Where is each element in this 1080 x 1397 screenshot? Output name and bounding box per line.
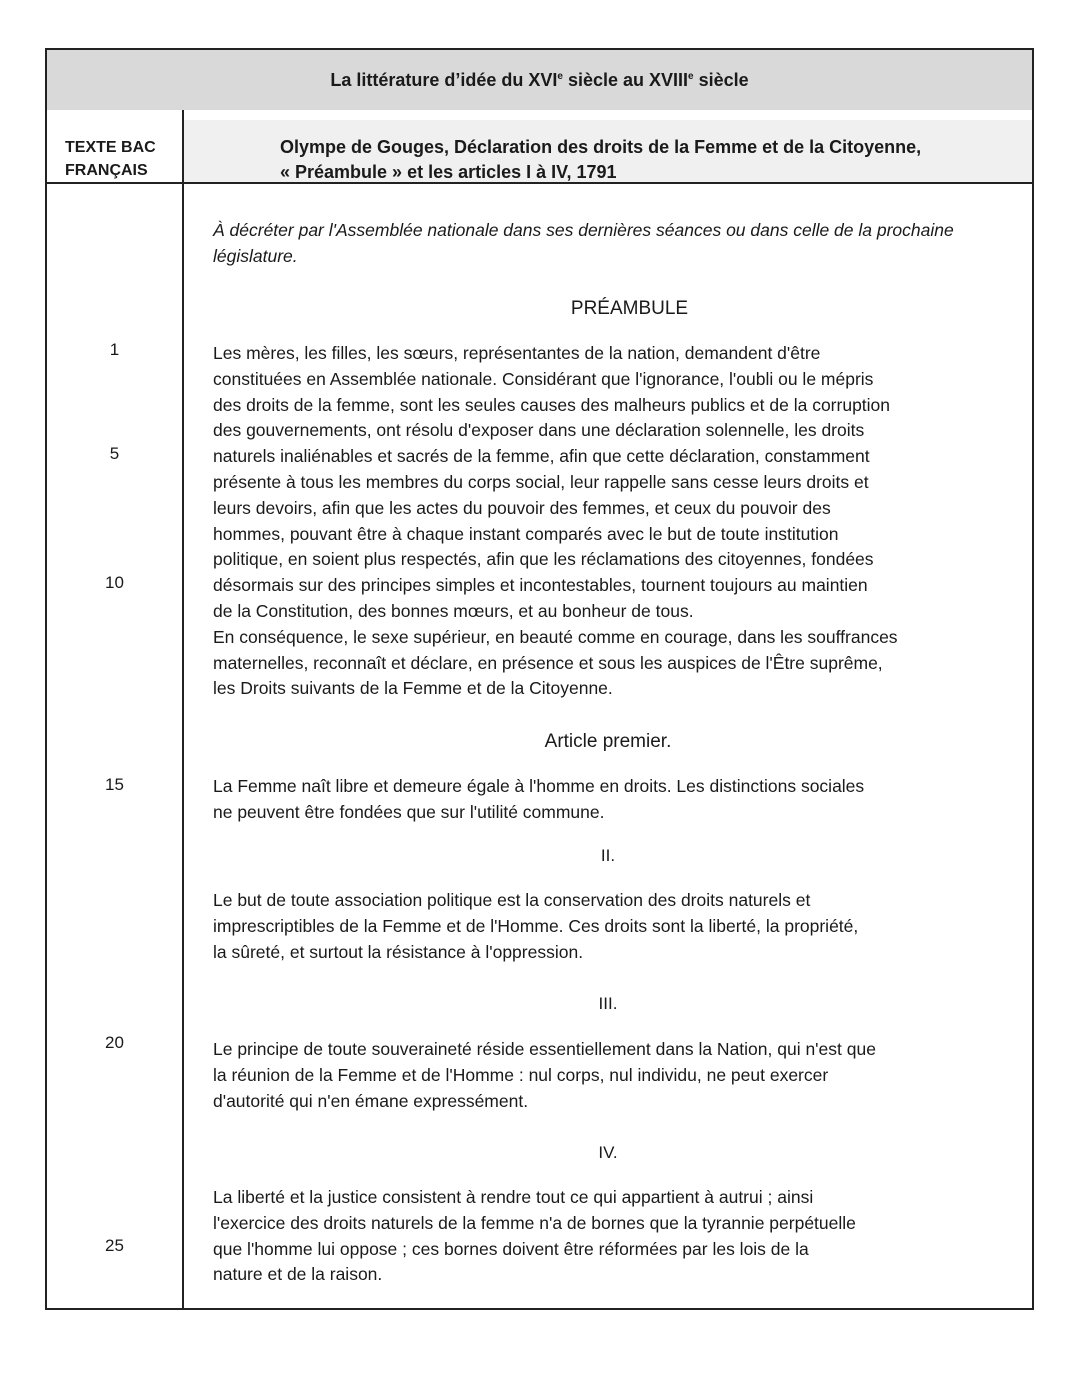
- text-line: que l'homme lui oppose ; ces bornes doivent être réformées par les lois de la: [213, 1238, 809, 1259]
- article-1-title: Article premier.: [544, 731, 672, 752]
- banner-title: La littérature d’idée du XVIe siècle au XVIIIe siècle: [330, 69, 749, 90]
- text-line: l'exercice des droits naturels de la femme n'a de bornes que la tyrannie perpétuelle: [213, 1212, 856, 1233]
- text-line: politique, en soient plus respectés, afin que les réclamations des citoyennes, fondées: [213, 549, 874, 570]
- text-line: hommes, pouvant être à chaque instant comparés avec le but de toute institution: [213, 523, 839, 544]
- line-number: 15: [105, 775, 124, 794]
- exam-tag-line2: FRANÇAIS: [65, 162, 148, 179]
- article-3-body: [213, 1037, 1023, 1114]
- text-line: désormais sur des principes simples et incontestables, tournent toujours au maintien: [213, 575, 868, 596]
- column-divider: [182, 110, 184, 1308]
- text-line: leurs devoirs, afin que les actes du pouvoir des femmes, et ceux du pouvoir des: [213, 497, 831, 518]
- article-2-title: II.: [600, 846, 616, 865]
- text-line: des droits de la femme, sont les seules causes des malheurs publics et de la corruption: [213, 394, 891, 415]
- line-number: 1: [109, 340, 120, 359]
- text-line: Le principe de toute souveraineté réside essentiellement dans la Nation, qui n'est que: [213, 1039, 876, 1059]
- text-line: ne peuvent être fondées que sur l'utilité commune.: [213, 801, 605, 822]
- text-line: les Droits suivants de la Femme et de la Citoyenne.: [213, 678, 613, 699]
- article-1-body: [213, 774, 1023, 826]
- line-number: 25: [105, 1236, 124, 1255]
- article-2-body: [213, 888, 1023, 965]
- line-number: 10: [105, 573, 124, 592]
- heading-divider: [47, 182, 1032, 184]
- article-4-body: [213, 1185, 1023, 1288]
- text-line: imprescriptibles de la Femme et de l'Homme. Ces droits sont la liberté, la propriété,: [213, 915, 859, 936]
- document-frame: [45, 48, 1034, 1310]
- line-number: 5: [109, 444, 120, 463]
- preamble-body: [213, 341, 1023, 702]
- exam-tag: [65, 136, 177, 182]
- text-line: Le but de toute association politique est la conservation des droits naturels et: [213, 890, 811, 910]
- exam-tag-line1: TEXTE BAC: [65, 139, 156, 156]
- line-number: 20: [105, 1033, 124, 1052]
- text-line: des gouvernements, ont résolu d'exposer dans une déclaration solennelle, les droits: [213, 420, 865, 441]
- section-banner: [47, 50, 1032, 110]
- text-line: constituées en Assemblée nationale. Considérant que l'ignorance, l'oubli ou le mépris: [213, 368, 874, 389]
- text-line: de la Constitution, des bonnes mœurs, et au bonheur de tous.: [213, 600, 694, 621]
- intro-note: [213, 218, 1023, 270]
- intro-line: législature.: [213, 245, 298, 266]
- article-3-title: III.: [598, 994, 618, 1013]
- heading-line1: Olympe de Gouges, Déclaration des droits de la Femme et de la Citoyenne,: [280, 137, 922, 157]
- text-line: naturels inaliénables et sacrés de la femme, afin que cette déclaration, constamment: [213, 446, 870, 467]
- text-line: Les mères, les filles, les sœurs, représentantes de la nation, demandent d'être: [213, 343, 821, 363]
- text-line: présente à tous les membres du corps social, leur rappelle sans cesse leurs droits et: [213, 471, 869, 492]
- text-line: la réunion de la Femme et de l'Homme : nul corps, nul individu, ne peut exercer: [213, 1064, 829, 1085]
- text-line: La Femme naît libre et demeure égale à l'homme en droits. Les distinctions sociales: [213, 776, 865, 796]
- text-line: la sûreté, et surtout la résistance à l'oppression.: [213, 941, 584, 962]
- intro-line: À décréter par l'Assemblée nationale dans ses dernières séances ou dans celle de la prochaine: [213, 220, 954, 240]
- text-line: La liberté et la justice consistent à rendre tout ce qui appartient à autrui ; ainsi: [213, 1187, 814, 1207]
- text-line: d'autorité qui n'en émane expressément.: [213, 1090, 529, 1111]
- article-4-title: IV.: [598, 1143, 618, 1162]
- preamble-title: PRÉAMBULE: [570, 298, 689, 319]
- text-line: maternelles, reconnaît et déclare, en présence et sous les auspices de l'Être suprême,: [213, 652, 883, 673]
- text-line: En conséquence, le sexe supérieur, en beauté comme en courage, dans les souffrances: [213, 626, 898, 647]
- text-heading: [184, 120, 1032, 182]
- heading-line2: « Préambule » et les articles I à IV, 1791: [280, 162, 617, 182]
- text-line: nature et de la raison.: [213, 1264, 383, 1285]
